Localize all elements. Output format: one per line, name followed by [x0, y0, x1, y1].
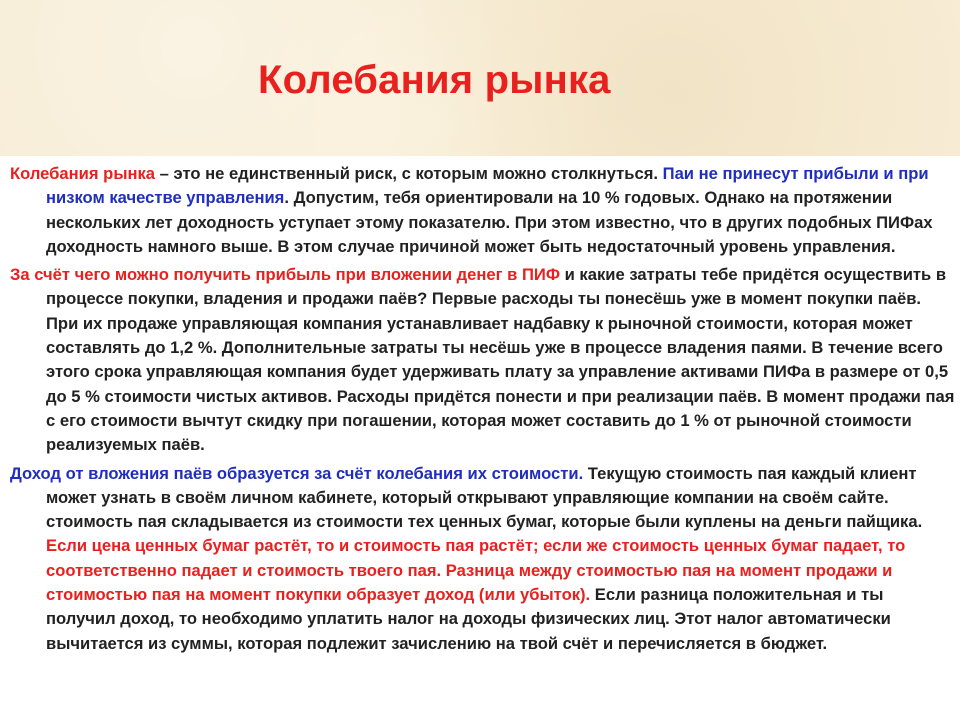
paragraph-text: и какие затраты тебе придётся осуществить в процессе покупки, владения и продажи паёв? Первые расходы ты понесёшь уже в момент покупки паёв. При их продаже управляющая компания устанавливает надбавку к рыночной стоимости, которая может составлять до 1,2 %. Дополнительные затраты ты несёшь уже в процессе владения паями. В течение всего этого срока управляющая компания будет удерживать плату за управление активами ПИФа в размере от 0,5 до 5 % стоимости чистых активов. Расходы придётся понести и при реализации паёв. В момент продажи пая с его стоимости вычтут скидку при погашении, которая может составить до 1 % от рыночной стоимости реализуемых паёв.	[46, 265, 955, 455]
paragraph-text: Текущую стоимость пая каждый клиент может узнать в своём личном кабинете, который открывают управляющие компании на своём сайте. стоимость пая складывается из стоимости тех ценных бумаг, которые были куплены на деньги пайщика.	[46, 463, 923, 532]
paragraph-text: . Допустим, тебя ориентировали на 10 % годовых. Однако на протяжении нескольких лет доходность уступает этому показателю. При этом известно, что в других подобных ПИФах доходность намного выше. В этом случае причиной может быть недостаточный уровень управления.	[46, 188, 933, 256]
paragraph-text: – это не единственный риск, с которым можно столкнуться.	[155, 164, 663, 183]
slide-title: Колебания рынка	[258, 58, 611, 102]
paragraph-profit-and-costs	[10, 263, 955, 457]
highlight-management-quality: Паи не принесут прибыли и при низком качестве управления	[46, 164, 929, 208]
slide-body	[10, 162, 955, 660]
paragraph-text: Если разница положительная и ты получил доход, то необходимо уплатить налог на доходы физических лиц. Этот налог автоматически вычитается из суммы, которая подлежит зачислению на твой счёт и перечисляется в бюджет.	[46, 585, 891, 653]
term-market-fluctuations: Колебания рынка	[10, 164, 156, 183]
highlight-income-source: Доход от вложения паёв образуется за счёт колебания их стоимости.	[10, 463, 584, 483]
question-profit-source: За счёт чего можно получить прибыль при вложении денег в ПИФ	[10, 265, 561, 285]
highlight-price-dynamics: Если цена ценных бумаг растёт, то и стоимость пая растёт; если же стоимость ценных бумаг падает, то соответственно падает и стоимость твоего пая. Разница между стоимостью пая на момент продажи и стоимостью пая на момент покупки образует доход (или убыток).	[46, 536, 906, 605]
paragraph-market-fluctuations	[10, 162, 955, 259]
paragraph-income-from-shares	[10, 462, 955, 656]
